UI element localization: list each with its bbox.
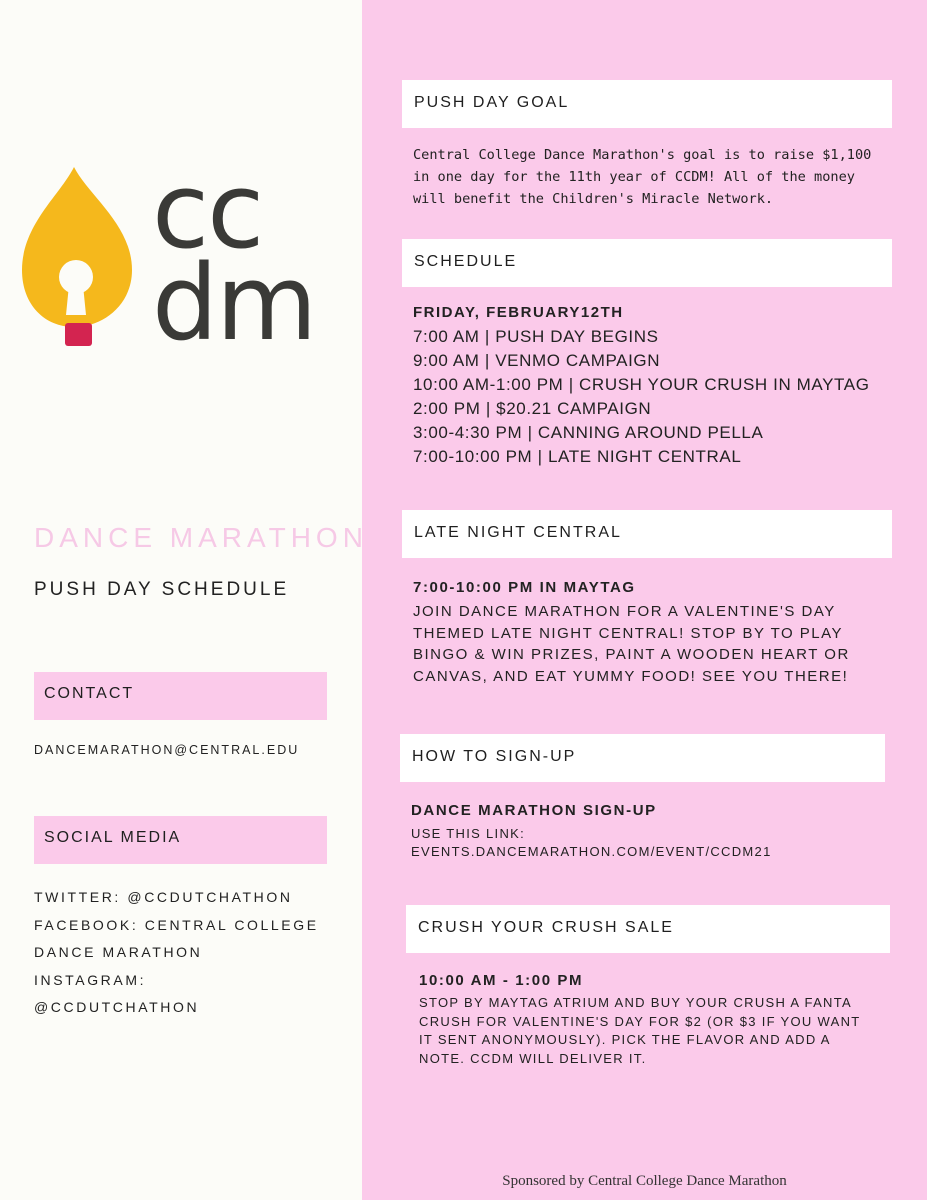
schedule-list [413,325,870,469]
social-line-twitter: TWITTER: @CCDUTCHATHON [34,889,293,905]
social-media-header: SOCIAL MEDIA [34,816,327,864]
schedule-item: 9:00 AM | VENMO CAMPAIGN [413,351,661,370]
sponsor-footer: Sponsored by Central College Dance Marathon [502,1173,787,1189]
late-night-header: LATE NIGHT CENTRAL [402,510,892,558]
schedule-day: FRIDAY, FEBRUARY12TH [413,304,624,321]
push-day-goal-text: Central College Dance Marathon's goal is to raise $1,100 in one day for the 11th year of CCDM! All of the money will benefit the Children's Miracle Network. [413,147,872,207]
schedule-item: 7:00 AM | PUSH DAY BEGINS [413,327,659,346]
social-media-list [34,884,319,1022]
signup-link[interactable]: EVENTS.DANCEMARATHON.COM/EVENT/CCDM21 [411,844,772,859]
crush-sale-text: STOP BY MAYTAG ATRIUM AND BUY YOUR CRUSH A FANTA CRUSH FOR VALENTINE'S DAY FOR $2 (OR $3 IF YOU WANT IT SENT ANONYMOUSLY). PICK THE FLAVOR AND ADD A NOTE. CCDM WILL DELIVER IT. [419,995,861,1066]
push-day-subtitle: PUSH DAY SCHEDULE [34,579,290,600]
schedule-header: SCHEDULE [402,239,892,287]
logo-line-2: dm [152,242,316,364]
push-day-goal-header: PUSH DAY GOAL [402,80,892,128]
logo-wordmark [152,150,316,364]
signup-header: HOW TO SIGN-UP [400,734,885,782]
social-line-facebook-cont: DANCE MARATHON [34,944,203,960]
social-line-instagram-handle: @CCDUTCHATHON [34,999,200,1015]
flame-neck [66,285,86,315]
dance-marathon-title: DANCE MARATHON [34,522,368,553]
schedule-item: 7:00-10:00 PM | LATE NIGHT CENTRAL [413,447,742,466]
signup-title: DANCE MARATHON SIGN-UP [411,802,657,819]
late-night-text: JOIN DANCE MARATHON FOR A VALENTINE'S DAY THEMED LATE NIGHT CENTRAL! STOP BY TO PLAY BINGO & WIN PRIZES, PAINT A WOODEN HEART OR CANVAS, AND EAT YUMMY FOOD! SEE YOU THERE! [413,603,850,685]
contact-email[interactable]: DANCEMARATHON@CENTRAL.EDU [34,743,300,757]
schedule-item: 10:00 AM-1:00 PM | CRUSH YOUR CRUSH IN MAYTAG [413,375,870,394]
signup-instruction: USE THIS LINK: [411,826,526,841]
crush-sale-header: CRUSH YOUR CRUSH SALE [406,905,890,953]
logo-line-1: cc [152,150,263,272]
social-line-facebook: FACEBOOK: CENTRAL COLLEGE [34,916,319,933]
schedule-item: 2:00 PM | $20.21 CAMPAIGN [413,399,652,418]
crush-sale-time: 10:00 AM - 1:00 PM [419,972,584,989]
social-line-instagram: INSTAGRAM: [34,971,147,988]
candle-base [65,323,92,346]
contact-header: CONTACT [34,672,327,720]
late-night-time: 7:00-10:00 PM IN MAYTAG [413,579,636,596]
schedule-item: 3:00-4:30 PM | CANNING AROUND PELLA [413,423,764,442]
